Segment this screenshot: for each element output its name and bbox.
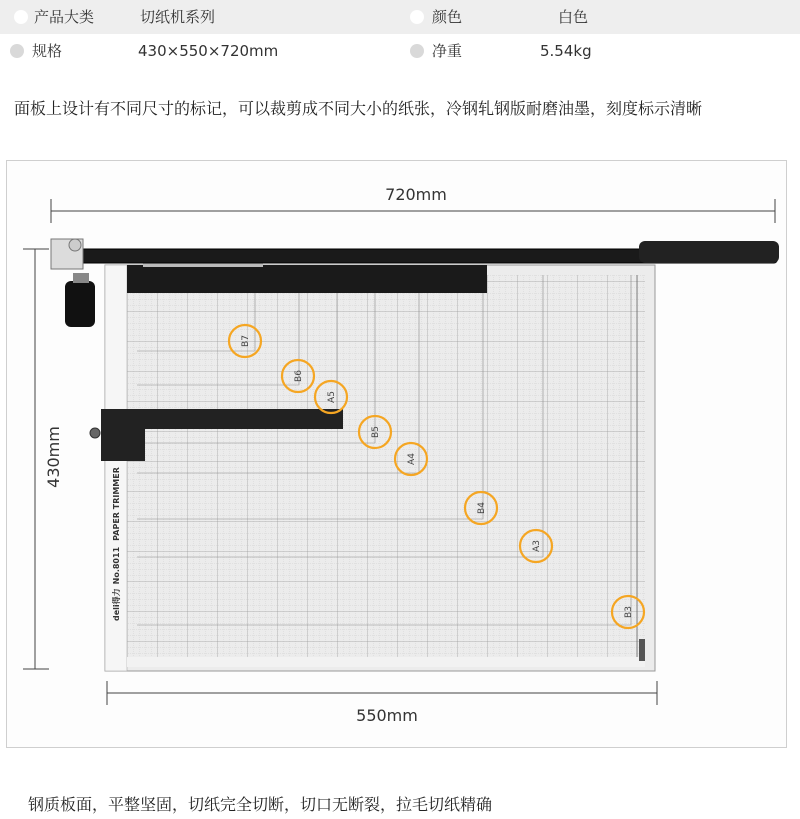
spec-value: 白色	[558, 8, 589, 26]
bullet-icon	[410, 10, 424, 24]
bullet-icon	[410, 44, 424, 58]
spec-value: 5.54kg	[540, 42, 592, 60]
height-label: 430mm	[44, 426, 63, 488]
spec-label: 规格	[32, 42, 63, 60]
spec-label: 净重	[432, 42, 463, 60]
feature-caption: 钢质板面，平整坚固，切纸完全切断，切口无断裂，拉毛切纸精确	[28, 795, 493, 814]
svg-text:A5: A5	[327, 391, 337, 403]
paper-trimmer-illustration	[7, 161, 786, 747]
width-dimension	[51, 183, 775, 223]
spec-label: 产品大类	[34, 8, 95, 26]
svg-text:A4: A4	[407, 453, 417, 465]
svg-text:B3: B3	[624, 606, 634, 618]
product-image-frame	[6, 160, 787, 748]
height-dimension	[23, 249, 63, 669]
spec-label: 颜色	[432, 8, 463, 26]
cutting-board	[105, 265, 655, 671]
spec-table	[0, 0, 800, 68]
svg-text:B6: B6	[294, 370, 304, 382]
svg-text:B4: B4	[477, 502, 487, 514]
brand-text: deli得力No.8011PAPER TRIMMER	[112, 467, 121, 621]
bullet-icon	[14, 10, 28, 24]
spec-row	[0, 34, 800, 68]
svg-text:B7: B7	[241, 335, 251, 347]
bullet-icon	[10, 44, 24, 58]
svg-text:A3: A3	[532, 540, 542, 552]
product-description: 面板上设计有不同尺寸的标记，可以裁剪成不同大小的纸张，冷钢轧钢版耐磨油墨，刻度标示清晰	[14, 99, 703, 118]
spec-value: 430×550×720mm	[138, 42, 279, 60]
spec-row	[0, 0, 800, 34]
board-width-dimension	[107, 681, 657, 725]
board-width-label: 550mm	[356, 706, 418, 725]
spec-value: 切纸机系列	[140, 8, 216, 26]
svg-text:B5: B5	[371, 426, 381, 438]
width-label: 720mm	[385, 185, 447, 204]
